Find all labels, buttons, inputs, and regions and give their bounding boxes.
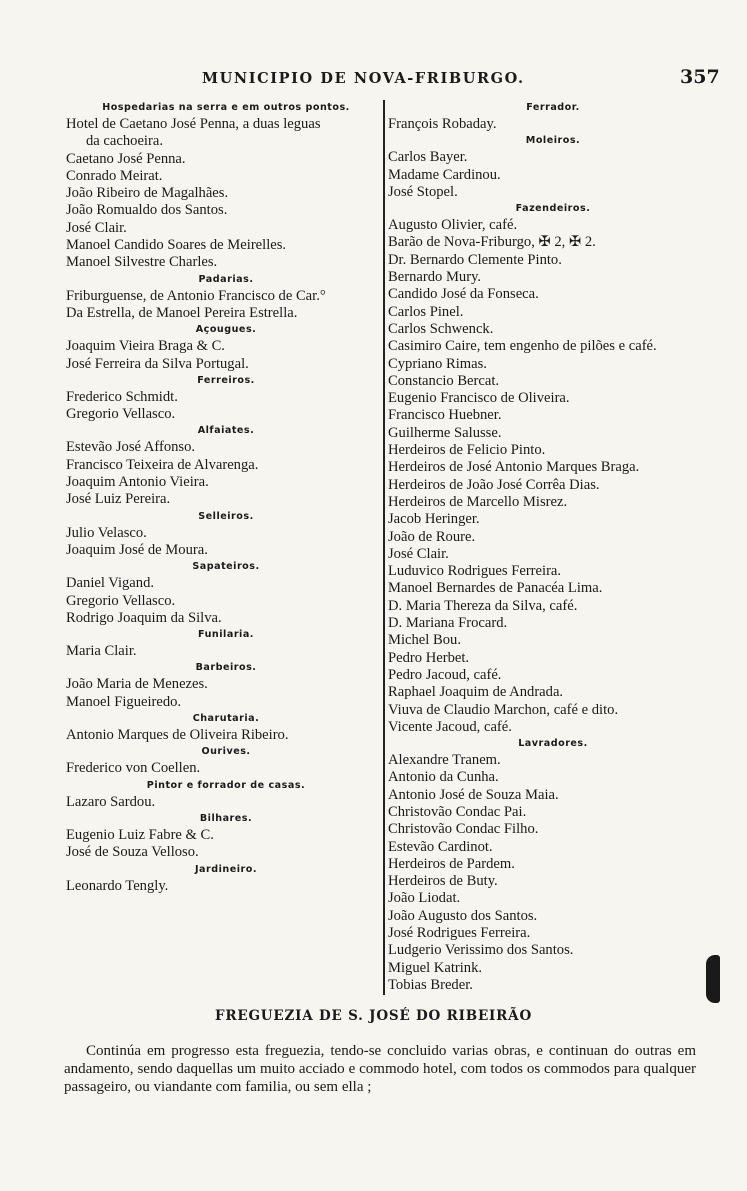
directory-entry: Michel Bou. xyxy=(388,632,461,649)
directory-entry: Raphael Joaquim de Andrada. xyxy=(388,684,564,701)
directory-entry: Manoel Silvestre Charles. xyxy=(66,254,218,271)
directory-entry: Gregorio Vellasco. xyxy=(66,406,176,423)
directory-entry: Christovão Condac Pai. xyxy=(388,803,527,820)
directory-entry: Joaquim Antonio Vieira. xyxy=(66,474,209,491)
directory-entry: Frederico von Coellen. xyxy=(66,760,201,777)
directory-entry: Estevão Cardinot. xyxy=(388,838,493,855)
directory-entry: José de Souza Velloso. xyxy=(66,844,199,861)
directory-entry: Madame Cardinou. xyxy=(388,166,501,183)
section-heading: Ferreiros. xyxy=(197,374,255,386)
directory-entry: Luduvico Rodrigues Ferreira. xyxy=(388,563,562,580)
directory-entry: Gregorio Vellasco. xyxy=(66,592,176,609)
directory-entry: João Liodat. xyxy=(388,890,461,907)
directory-entry: Tobias Breder. xyxy=(388,976,473,993)
section-heading: Açougues. xyxy=(195,324,257,336)
directory-entry: Herdeiros de Buty. xyxy=(388,873,498,890)
section-heading: Lavradores. xyxy=(518,738,588,750)
directory-entry: Daniel Vigand. xyxy=(66,575,155,592)
directory-entry: João Maria de Menezes. xyxy=(66,676,208,693)
directory-entry: João Augusto dos Santos. xyxy=(388,907,538,924)
directory-entry: Carlos Bayer. xyxy=(388,149,468,166)
section-heading: Fazendeiros. xyxy=(515,203,591,215)
directory-entry: Lazaro Sardou. xyxy=(66,793,156,810)
directory-entry: José Rodrigues Ferreira. xyxy=(388,925,531,942)
directory-entry: João Ribeiro de Magalhães. xyxy=(66,185,229,202)
directory-entry: François Robaday. xyxy=(388,116,497,132)
directory-entry: Alexandre Tranem. xyxy=(388,752,501,769)
directory-entry: Caetano José Penna. xyxy=(66,150,186,167)
directory-entry: Herdeiros de Pardem. xyxy=(388,855,515,872)
directory-entry: Candido José da Fonseca. xyxy=(388,286,539,303)
section-heading: Jardineiro. xyxy=(194,863,258,875)
section-heading: Funilaria. xyxy=(198,629,254,641)
directory-entry: D. Mariana Frocard. xyxy=(388,615,508,632)
directory-entry: Eugenio Francisco de Oliveira. xyxy=(388,390,570,407)
directory-entry: Ludgerio Verissimo dos Santos. xyxy=(388,942,574,959)
section-heading: Sapateiros. xyxy=(192,561,260,573)
directory-entry: Frederico Schmidt. xyxy=(66,388,178,405)
directory-entry: Hotel de Caetano José Penna, a duas leguas xyxy=(66,116,321,132)
directory-entry: Cypriano Rimas. xyxy=(388,355,487,372)
directory-entry: Eugenio Luiz Fabre & C. xyxy=(66,826,214,843)
directory-entry: Viuva de Claudio Marchon, café e dito. xyxy=(388,701,619,718)
directory-entry: Francisco Huebner. xyxy=(388,407,502,424)
section-heading: Ferrador. xyxy=(526,102,580,113)
section-heading: Padarias. xyxy=(198,273,254,285)
directory-entry: D. Maria Thereza da Silva, café. xyxy=(388,597,578,614)
directory-entry: José Luiz Pereira. xyxy=(66,491,171,508)
freguezia-paragraph: Continúa em progresso esta freguezia, tendo-se concluido varias obras, e continuan do outras em andamento, sendo daquellas um muito acciado e commodo hotel, com todos os commodos para qualquer passageiro, ou viandante com familia, ou sem ella ; xyxy=(64,1043,696,1095)
section-heading: Ourives. xyxy=(201,746,251,758)
directory-entry: Miguel Katrink. xyxy=(388,959,483,976)
directory-entry: Manoel Candido Soares de Meirelles. xyxy=(66,237,287,254)
directory-entry: Leonardo Tengly. xyxy=(66,877,169,894)
section-heading: Selleiros. xyxy=(198,510,254,522)
directory-entry: Joaquim Vieira Braga & C. xyxy=(66,338,225,355)
directory-entry: Antonio Marques de Oliveira Ribeiro. xyxy=(66,727,289,744)
section-heading: Charutaria. xyxy=(192,713,260,725)
directory-entry: Augusto Olivier, café. xyxy=(388,217,518,234)
directory-entry: Christovão Condac Filho. xyxy=(388,821,539,838)
directory-entry: Carlos Pinel. xyxy=(388,303,464,320)
directory-entry: Antonio José de Souza Maia. xyxy=(388,786,559,803)
directory-entry: Herdeiros de João José Corrêa Dias. xyxy=(388,476,600,493)
directory-entry: José Clair. xyxy=(388,545,449,562)
directory-entry: Manoel Figueiredo. xyxy=(66,693,182,710)
section-heading: Barbeiros. xyxy=(195,662,257,674)
page-number: 357 xyxy=(680,66,720,88)
directory-entry: Carlos Schwenck. xyxy=(388,320,494,337)
directory-entry: João de Roure. xyxy=(388,528,476,545)
directory-entry: Barão de Nova-Friburgo, ✠ 2, ✠ 2. xyxy=(388,234,596,251)
directory-entry: João Romualdo dos Santos. xyxy=(66,202,228,219)
left-column xyxy=(66,100,386,895)
directory-entry: Constancio Bercat. xyxy=(388,372,500,389)
directory-entry: Pedro Jacoud, café. xyxy=(388,666,502,683)
directory-entry: Conrado Meirat. xyxy=(66,167,163,184)
section-heading: Moleiros. xyxy=(525,135,581,147)
directory-entry: José Ferreira da Silva Portugal. xyxy=(66,355,249,372)
directory-entry: Antonio da Cunha. xyxy=(388,769,499,786)
directory-entry: Herdeiros de Marcello Misrez. xyxy=(388,493,568,510)
section-heading: Pintor e forrador de casas. xyxy=(146,779,306,791)
directory-entry: Estevão José Affonso. xyxy=(66,439,196,456)
directory-entry: José Clair. xyxy=(66,219,127,236)
section-heading: Hospedarias na serra e em outros pontos. xyxy=(102,102,350,113)
directory-entry: Casimiro Caire, tem engenho de pilões e café. xyxy=(388,338,657,355)
freguezia-title: FREGUEZIA DE S. JOSÉ DO RIBEIRÃO xyxy=(214,1008,533,1024)
page-edge-mark xyxy=(706,955,720,1003)
right-column xyxy=(388,100,718,994)
section-heading: Alfaiates. xyxy=(197,425,255,437)
directory-entry: Julio Velasco. xyxy=(66,524,147,541)
directory-entry: Manoel Bernardes de Panacéa Lima. xyxy=(388,580,603,597)
directory-entry: Da Estrella, de Manoel Pereira Estrella. xyxy=(66,304,298,321)
directory-entry: Rodrigo Joaquim da Silva. xyxy=(66,609,222,626)
directory-entry: da cachoeira. xyxy=(86,133,163,150)
directory-entry: Guilherme Salusse. xyxy=(388,424,502,441)
directory-entry: Friburguense, de Antonio Francisco de Car.° xyxy=(66,287,326,304)
directory-entry: Dr. Bernardo Clemente Pinto. xyxy=(388,251,562,268)
directory-entry: Herdeiros de José Antonio Marques Braga. xyxy=(388,459,640,476)
directory-entry: Bernardo Mury. xyxy=(388,269,482,286)
directory-entry: Herdeiros de Felicio Pinto. xyxy=(388,442,546,459)
directory-entry: Francisco Teixeira de Alvarenga. xyxy=(66,456,259,473)
page-title: MUNICIPIO DE NOVA-FRIBURGO. xyxy=(202,70,525,87)
directory-entry: Maria Clair. xyxy=(66,643,137,660)
section-heading: Bilhares. xyxy=(199,812,253,824)
directory-entry: José Stopel. xyxy=(388,183,458,200)
page-header xyxy=(0,66,747,90)
directory-entry: Jacob Heringer. xyxy=(388,511,480,528)
directory-entry: Vicente Jacoud, café. xyxy=(388,718,512,735)
directory-entry: Pedro Herbet. xyxy=(388,649,470,666)
directory-entry: Joaquim José de Moura. xyxy=(66,541,208,558)
